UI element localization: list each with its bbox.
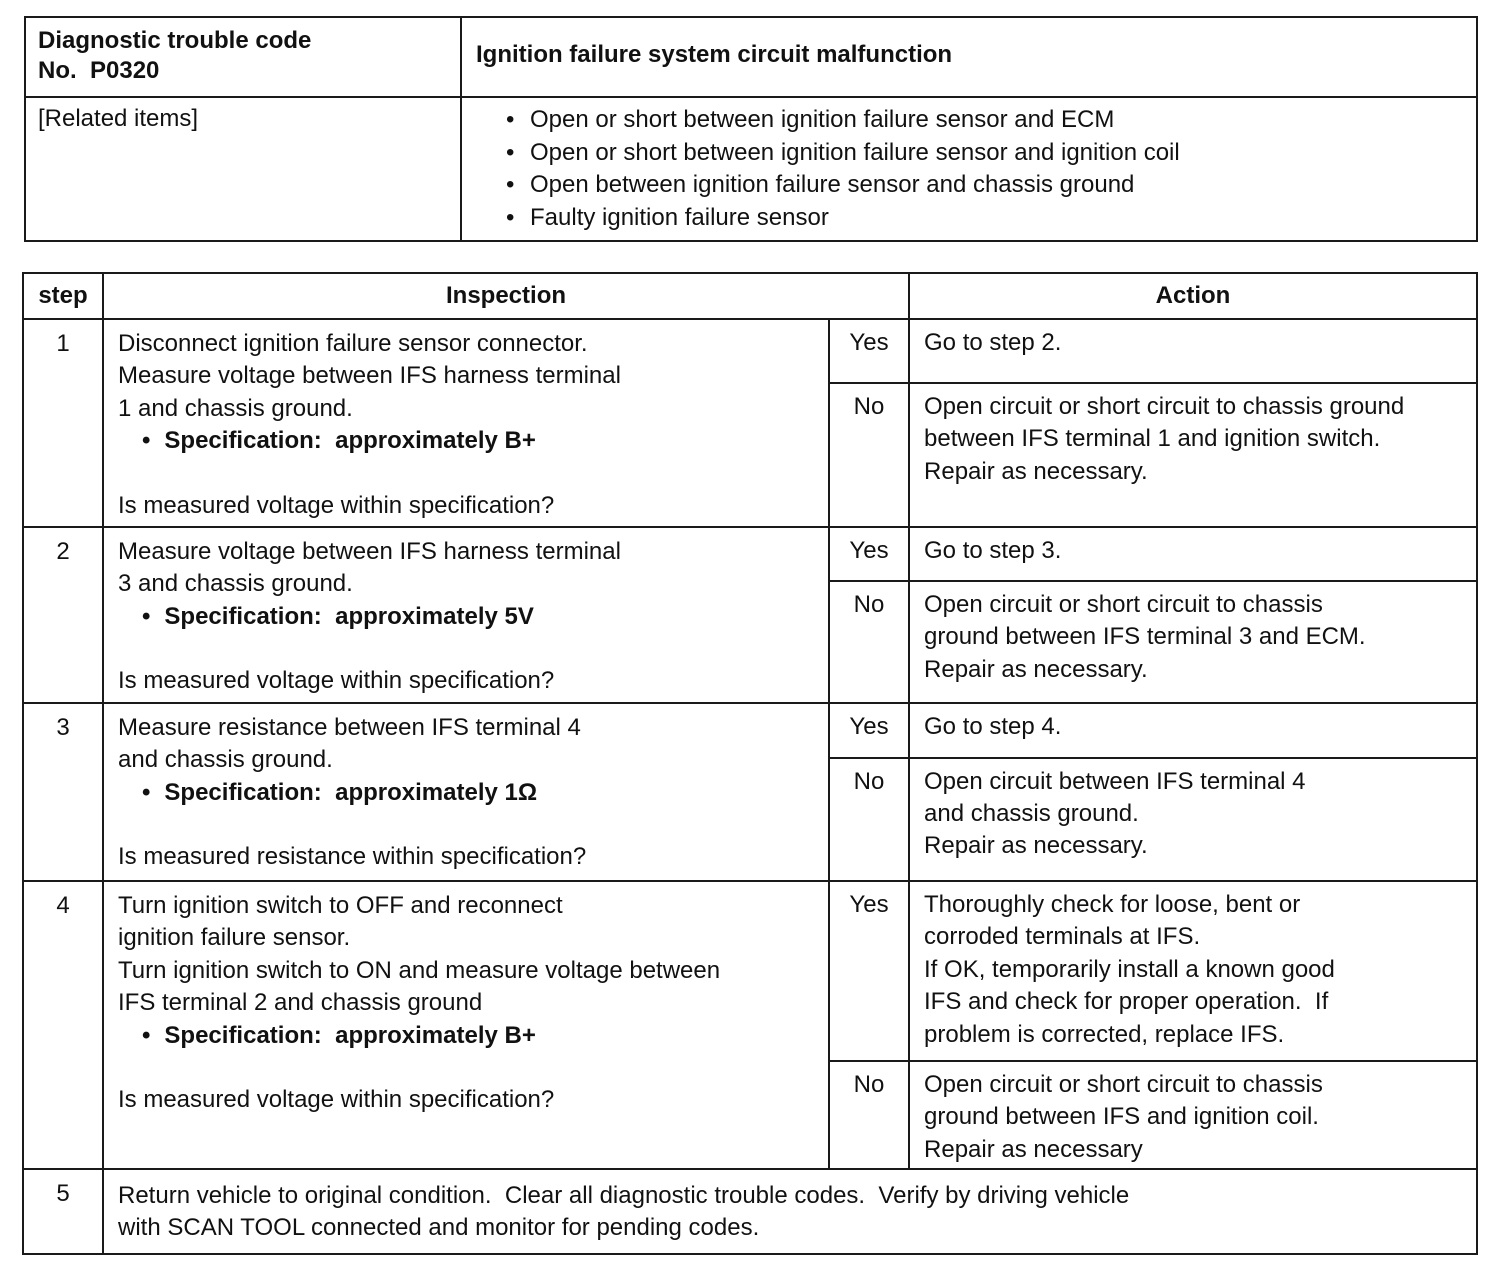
action-line: If OK, temporarily install a known good — [924, 955, 1335, 983]
action-line: Go to step 4. — [924, 713, 1062, 740]
related-item: • Faulty ignition failure sensor — [502, 202, 1476, 235]
inspection-line: Turn ignition switch to ON and measure voltage between — [118, 956, 721, 984]
action-line: ground between IFS terminal 3 and ECM. — [924, 623, 1366, 651]
yes-action — [909, 319, 1477, 383]
yes-label: Yes — [829, 527, 909, 581]
inspection-line: IFS terminal 2 and chassis ground — [118, 989, 483, 1017]
action-line: Open circuit or short circuit to chassis — [924, 590, 1323, 618]
step-number: 2 — [23, 527, 103, 703]
specification: • Specification: approximately B+ — [118, 425, 816, 457]
step-inspection — [103, 881, 829, 1169]
step5-line: with SCAN TOOL connected and monitor for pending codes. — [118, 1214, 760, 1242]
dtc-code-number: No. P0320 — [38, 57, 160, 84]
yes-label: Yes — [829, 319, 909, 383]
action-line: Open circuit between IFS terminal 4 — [924, 767, 1306, 795]
no-label: No — [829, 758, 909, 881]
step-inspection — [103, 319, 829, 527]
action-line: Repair as necessary. — [924, 655, 1148, 683]
no-action — [909, 581, 1477, 703]
yes-action — [909, 703, 1477, 758]
no-label: No — [829, 581, 909, 703]
inspection-question: Is measured voltage within specification? — [118, 1086, 555, 1114]
related-item: • Open or short between ignition failure sensor and ignition coil — [502, 137, 1476, 170]
inspection-question: Is measured resistance within specification? — [118, 843, 587, 871]
specification: • Specification: approximately B+ — [118, 1020, 816, 1052]
related-items-list — [462, 98, 1476, 234]
action-line: ground between IFS and ignition coil. — [924, 1103, 1319, 1131]
dtc-code-label — [25, 17, 461, 97]
action-line: Repair as necessary — [924, 1135, 1143, 1163]
action-line: and chassis ground. — [924, 800, 1139, 827]
inspection-question: Is measured voltage within specification? — [118, 491, 555, 519]
yes-label: Yes — [829, 703, 909, 758]
specification: • Specification: approximately 1Ω — [118, 777, 816, 809]
inspection-line: Turn ignition switch to OFF and reconnect — [118, 892, 563, 919]
dtc-header-table — [24, 16, 1478, 242]
related-item: • Open between ignition failure sensor and chassis ground — [502, 169, 1476, 202]
step-number: 1 — [23, 319, 103, 527]
action-line: Repair as necessary. — [924, 457, 1148, 485]
step5-line: Return vehicle to original condition. Clear all diagnostic trouble codes. Verify by driving vehicle — [118, 1182, 1130, 1209]
no-action — [909, 1061, 1477, 1169]
yes-action — [909, 881, 1477, 1061]
no-action — [909, 758, 1477, 881]
action-line: Repair as necessary. — [924, 832, 1148, 860]
action-line: Go to step 3. — [924, 537, 1062, 564]
related-items-label: [Related items] — [25, 97, 461, 241]
inspection-line: ignition failure sensor. — [118, 924, 351, 952]
inspection-line: Measure resistance between IFS terminal 4 — [118, 714, 581, 741]
action-line: Thoroughly check for loose, bent or — [924, 891, 1301, 918]
no-label: No — [829, 383, 909, 527]
inspection-line: and chassis ground. — [118, 746, 333, 774]
specification: • Specification: approximately 5V — [118, 601, 816, 633]
inspection-question: Is measured voltage within specification? — [118, 667, 555, 695]
action-line: Open circuit or short circuit to chassis — [924, 1070, 1323, 1098]
diagnostic-steps-table — [22, 272, 1478, 1255]
step-inspection — [103, 703, 829, 881]
no-action — [909, 383, 1477, 527]
related-item: • Open or short between ignition failure sensor and ECM — [502, 104, 1476, 137]
inspection-line: Disconnect ignition failure sensor connector. — [118, 330, 588, 357]
action-line: Open circuit or short circuit to chassis ground — [924, 392, 1405, 420]
action-line: between IFS terminal 1 and ignition switch. — [924, 425, 1381, 453]
action-line: Go to step 2. — [924, 329, 1062, 356]
yes-action — [909, 527, 1477, 581]
action-line: problem is corrected, replace IFS. — [924, 1020, 1285, 1048]
related-items-cell — [461, 97, 1477, 241]
dtc-code-label-line1: Diagnostic trouble code — [38, 27, 312, 54]
inspection-line: Measure voltage between IFS harness terminal — [118, 538, 621, 565]
header-inspection: Inspection — [103, 273, 909, 319]
inspection-line: Measure voltage between IFS harness terminal — [118, 362, 621, 390]
inspection-line: 1 and chassis ground. — [118, 394, 353, 422]
step-number: 3 — [23, 703, 103, 881]
step-number: 4 — [23, 881, 103, 1169]
step-inspection — [103, 527, 829, 703]
step5-instructions — [103, 1169, 1477, 1254]
dtc-title: Ignition failure system circuit malfunction — [461, 17, 1477, 97]
action-line: IFS and check for proper operation. If — [924, 988, 1329, 1016]
inspection-line: 3 and chassis ground. — [118, 570, 353, 598]
step-number: 5 — [23, 1169, 103, 1254]
header-step: step — [23, 273, 103, 319]
header-action: Action — [909, 273, 1477, 319]
no-label: No — [829, 1061, 909, 1169]
action-line: corroded terminals at IFS. — [924, 923, 1201, 951]
yes-label: Yes — [829, 881, 909, 1061]
